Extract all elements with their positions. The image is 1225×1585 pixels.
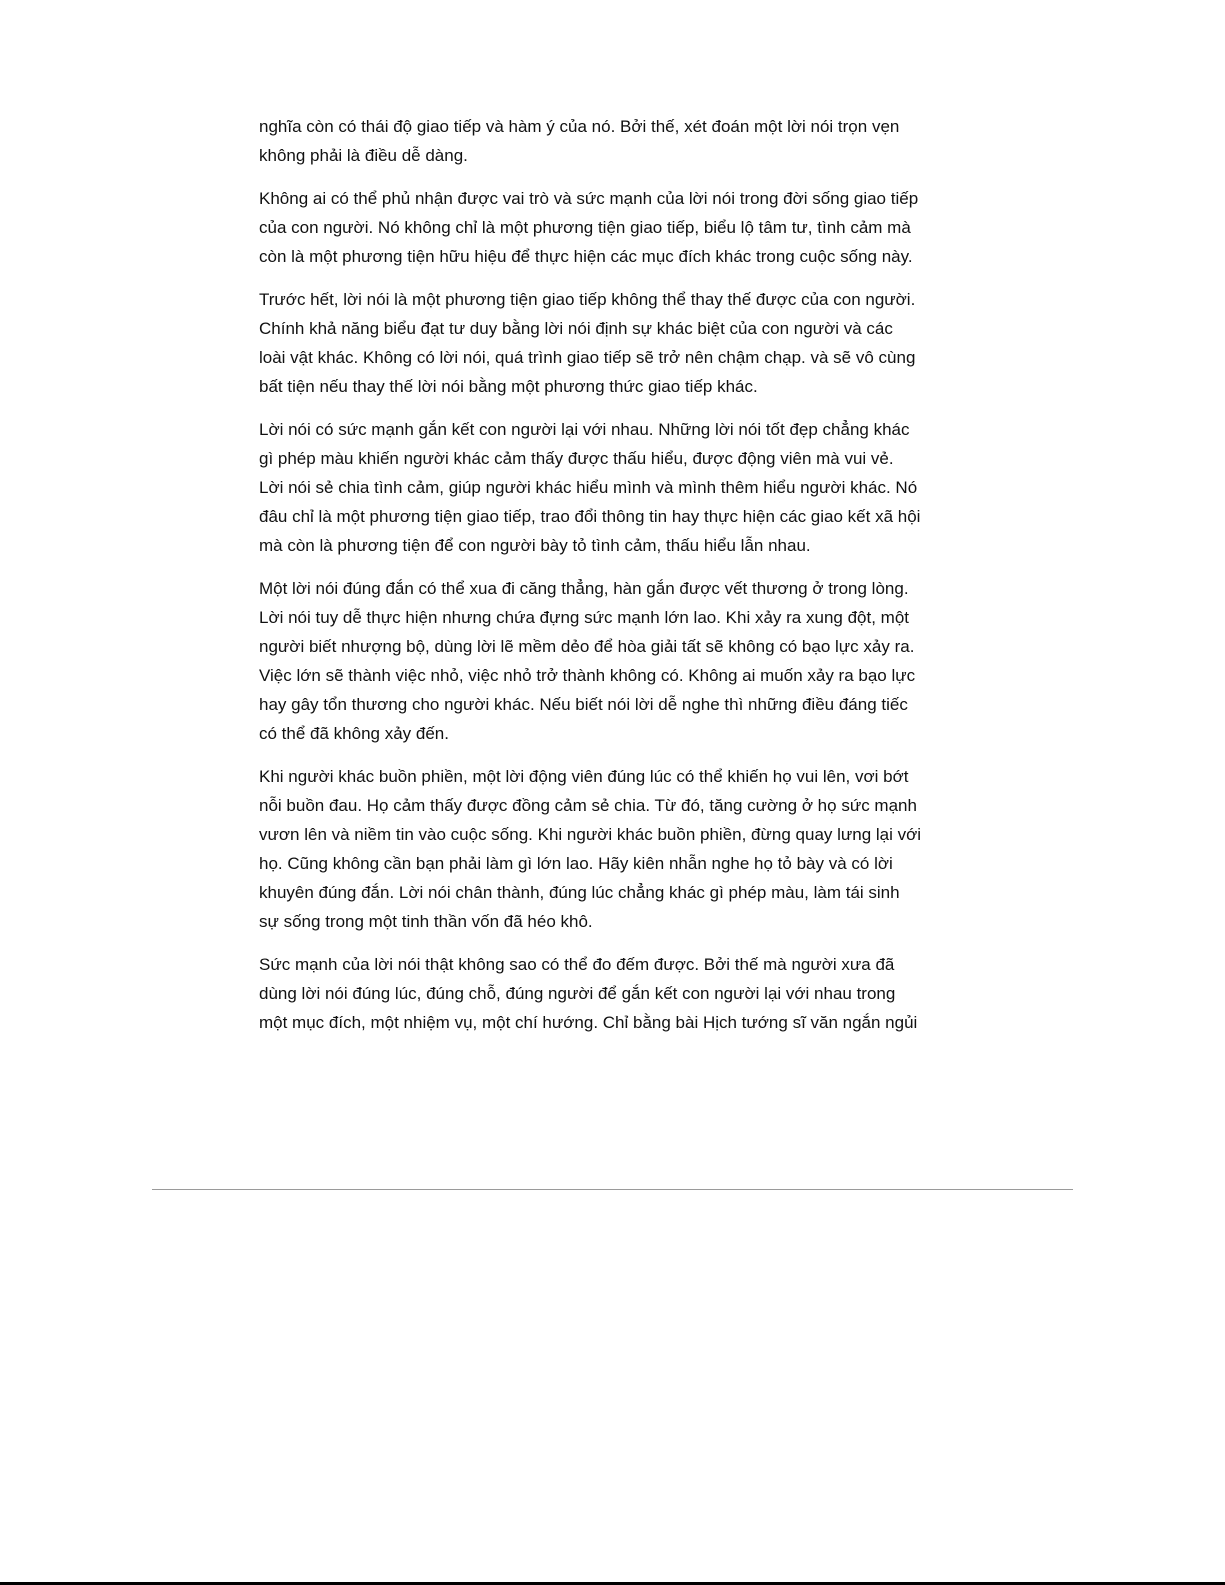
text-line: Lời nói tuy dễ thực hiện nhưng chứa đựng sức mạnh lớn lao. Khi xảy ra xung đột, một xyxy=(259,608,909,627)
text-line: Việc lớn sẽ thành việc nhỏ, việc nhỏ trở thành không có. Không ai muốn xảy ra bạo lực xyxy=(259,666,916,685)
text-line: vươn lên và niềm tin vào cuộc sống. Khi người khác buồn phiền, đừng quay lưng lại với xyxy=(259,825,922,844)
text-line: nghĩa còn có thái độ giao tiếp và hàm ý của nó. Bởi thế, xét đoán một lời nói trọn vẹn xyxy=(259,117,900,136)
text-line: Không ai có thể phủ nhận được vai trò và sức mạnh của lời nói trong đời sống giao tiếp xyxy=(259,189,919,208)
text-line: mà còn là phương tiện để con người bày tỏ tình cảm, thấu hiểu lẫn nhau. xyxy=(259,536,811,555)
paragraph-3 xyxy=(259,285,979,401)
paragraph-6 xyxy=(259,762,979,936)
paragraph-5 xyxy=(259,574,979,748)
text-line: Lời nói sẻ chia tình cảm, giúp người khác hiểu mình và mình thêm hiểu người khác. Nó xyxy=(259,478,918,497)
text-line: Chính khả năng biểu đạt tư duy bằng lời nói định sự khác biệt của con người và các xyxy=(259,319,893,338)
text-line: Sức mạnh của lời nói thật không sao có thể đo đếm được. Bởi thế mà người xưa đã xyxy=(259,955,895,974)
text-line: sự sống trong một tinh thần vốn đã héo khô. xyxy=(259,912,593,931)
text-line: loài vật khác. Không có lời nói, quá trình giao tiếp sẽ trở nên chậm chạp. và sẽ vô cùng xyxy=(259,348,916,367)
text-line: của con người. Nó không chỉ là một phương tiện giao tiếp, biểu lộ tâm tư, tình cảm mà xyxy=(259,218,911,237)
paragraph-4 xyxy=(259,415,979,560)
text-line: còn là một phương tiện hữu hiệu để thực hiện các mục đích khác trong cuộc sống này. xyxy=(259,247,913,266)
text-line: khuyên đúng đắn. Lời nói chân thành, đúng lúc chẳng khác gì phép màu, làm tái sinh xyxy=(259,883,900,902)
text-line: hay gây tổn thương cho người khác. Nếu biết nói lời dễ nghe thì những điều đáng tiếc xyxy=(259,695,908,714)
text-line: một mục đích, một nhiệm vụ, một chí hướng. Chỉ bằng bài Hịch tướng sĩ văn ngắn ngủi xyxy=(259,1013,918,1032)
text-line: gì phép màu khiến người khác cảm thấy được thấu hiểu, được động viên mà vui vẻ. xyxy=(259,449,894,468)
text-line: nỗi buồn đau. Họ cảm thấy được đồng cảm sẻ chia. Từ đó, tăng cường ở họ sức mạnh xyxy=(259,796,917,815)
text-line: có thể đã không xảy đến. xyxy=(259,724,449,743)
text-line: dùng lời nói đúng lúc, đúng chỗ, đúng người để gắn kết con người lại với nhau trong xyxy=(259,984,896,1003)
paragraph-1 xyxy=(259,112,979,170)
text-line: họ. Cũng không cần bạn phải làm gì lớn lao. Hãy kiên nhẫn nghe họ tỏ bày và có lời xyxy=(259,854,893,873)
text-line: Trước hết, lời nói là một phương tiện giao tiếp không thể thay thế được của con người. xyxy=(259,290,916,309)
text-line: đâu chỉ là một phương tiện giao tiếp, trao đổi thông tin hay thực hiện các giao kết xã hội xyxy=(259,507,921,526)
text-line: không phải là điều dễ dàng. xyxy=(259,146,468,165)
paragraph-7 xyxy=(259,950,979,1037)
text-line: người biết nhượng bộ, dùng lời lẽ mềm dẻo để hòa giải tất sẽ không có bạo lực xảy ra. xyxy=(259,637,915,656)
text-line: Một lời nói đúng đắn có thể xua đi căng thẳng, hàn gắn được vết thương ở trong lòng. xyxy=(259,579,909,598)
page-divider xyxy=(152,1189,1073,1190)
text-line: Lời nói có sức mạnh gắn kết con người lại với nhau. Những lời nói tốt đẹp chẳng khác xyxy=(259,420,910,439)
body-text xyxy=(259,112,979,1051)
text-line: bất tiện nếu thay thế lời nói bằng một phương thức giao tiếp khác. xyxy=(259,377,758,396)
paragraph-2 xyxy=(259,184,979,271)
text-line: Khi người khác buồn phiền, một lời động viên đúng lúc có thể khiến họ vui lên, vơi bớt xyxy=(259,767,909,786)
